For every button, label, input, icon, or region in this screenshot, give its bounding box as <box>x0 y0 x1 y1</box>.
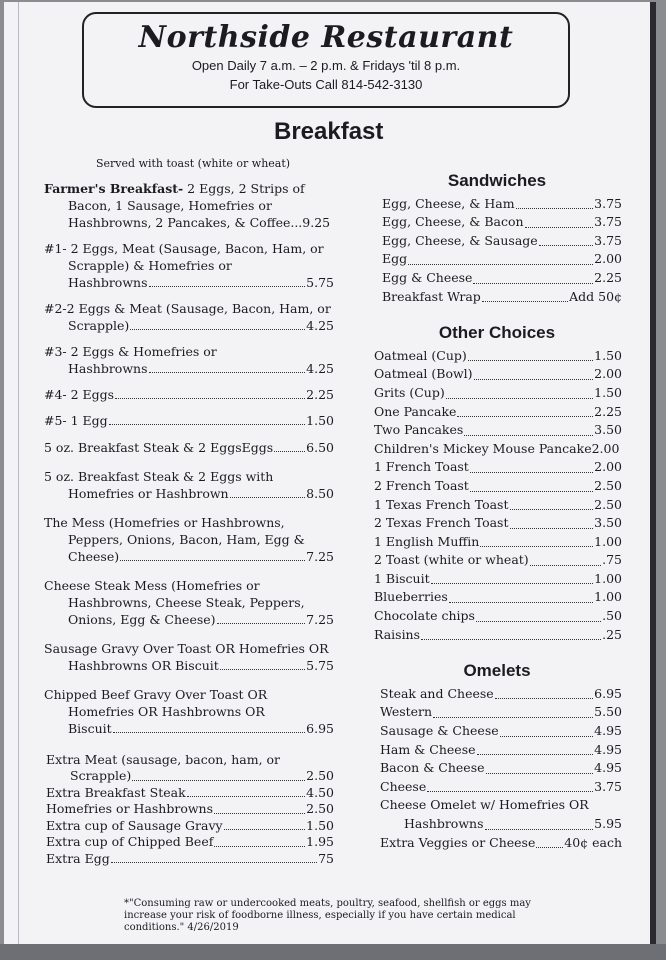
extras-row <box>46 851 334 868</box>
other-choices-list <box>372 347 622 645</box>
extra-price: 1.95 <box>306 834 334 849</box>
leader-dots <box>408 264 593 265</box>
other-row <box>374 607 622 626</box>
item-label: Steak and Cheese <box>380 685 494 701</box>
item-label: Hashbrowns <box>68 275 148 290</box>
item-price: 1.00 <box>594 570 622 586</box>
extra-label: Extra Breakfast Steak <box>46 784 186 800</box>
sandwich-row <box>382 269 622 288</box>
leader-dots <box>421 639 601 640</box>
leader-dots <box>115 398 305 399</box>
extra-price: 75 <box>318 850 334 866</box>
other-row <box>374 514 622 533</box>
leader-dots <box>485 829 594 830</box>
leader-dots <box>120 560 305 561</box>
leader-dots <box>149 372 306 373</box>
food-safety-disclaimer: *"Consuming raw or undercooked meats, poultry, seafood, shellfish or eggs may increase your risk of foodborne illness, especially if you have certain medical conditions." 4/26/2019 <box>124 898 531 933</box>
extras-row <box>46 768 334 785</box>
leader-dots <box>217 623 306 624</box>
item-price: 6.95 <box>306 721 334 736</box>
item-price: 2.50 <box>594 477 622 493</box>
omelet-combo-line1: Cheese Omelet w/ Homefries OR <box>380 797 589 813</box>
leader-dots <box>431 583 594 584</box>
extra-label: Extra Egg <box>46 850 110 866</box>
leader-dots <box>477 754 594 755</box>
item-label: Cheese <box>380 778 427 794</box>
extra-label: Extra cup of Chipped Beef <box>46 834 214 849</box>
item-price: 2.00 <box>594 366 622 382</box>
item-price: 3.75 <box>594 232 622 248</box>
leader-dots <box>510 509 594 510</box>
extras-first-line: Extra Meat (sausage, bacon, ham, or <box>46 752 281 767</box>
item-price: 4.95 <box>594 760 622 776</box>
item-price: 1.50 <box>594 384 622 400</box>
extra-label: Extra cup of Sausage Gravy <box>46 817 223 833</box>
menu-page <box>4 2 656 952</box>
sandwich-row <box>382 195 622 214</box>
leader-dots <box>500 736 594 737</box>
other-row <box>374 458 622 477</box>
item-price: 4.25 <box>306 318 334 333</box>
omelet-row <box>380 703 622 722</box>
other-row <box>374 347 622 366</box>
leader-dots <box>214 846 305 847</box>
leader-dots <box>464 435 593 436</box>
item-price: 1.00 <box>594 589 622 605</box>
farmers-line2: Bacon, 1 Sausage, Homefries or <box>68 198 272 213</box>
leader-dots <box>224 829 306 830</box>
item-line: Homefries OR Hashbrowns OR <box>68 704 265 719</box>
item-price: 6.50 <box>306 440 334 455</box>
item-price: 2.00 <box>594 251 622 267</box>
breakfast-item-steak <box>44 439 334 456</box>
item-label: Oatmeal (Bowl) <box>374 366 473 382</box>
item-price-line <box>44 360 334 377</box>
leader-dots <box>130 329 305 330</box>
item-price: 2.00 <box>594 459 622 475</box>
breakfast-title: Breakfast <box>274 118 384 145</box>
item-label: Egg <box>382 251 408 267</box>
item-price-line <box>44 439 334 456</box>
other-row <box>374 496 622 515</box>
item-label: 5 oz. Breakfast Steak & 2 EggsEggs <box>44 440 274 455</box>
breakfast-item-5 <box>44 412 334 429</box>
sandwich-row <box>382 250 622 269</box>
leader-dots <box>220 669 305 670</box>
item-label: Children's Mickey Mouse Pancake <box>374 440 592 456</box>
item-line: Peppers, Onions, Bacon, Ham, Egg & <box>68 532 305 547</box>
leader-dots <box>536 847 563 848</box>
breakfast-item-chipped-beef <box>44 686 334 737</box>
leader-dots <box>482 301 568 302</box>
omelet-combo-row <box>380 815 622 834</box>
item-line: #2-2 Eggs & Meat (Sausage, Bacon, Ham, or <box>44 301 331 316</box>
item-price-line <box>44 412 334 429</box>
leader-dots <box>132 780 305 781</box>
item-label: Extra Veggies or Cheese <box>380 834 536 850</box>
leader-dots <box>510 528 594 529</box>
leader-dots <box>274 451 305 452</box>
item-price-line <box>44 317 334 334</box>
item-price: 5.75 <box>306 658 334 673</box>
other-row <box>374 365 622 384</box>
item-label: Scrapple) <box>68 318 130 333</box>
item-price-line <box>44 720 334 737</box>
leader-dots <box>495 698 593 699</box>
leader-dots <box>470 472 593 473</box>
item-price: 6.95 <box>594 685 622 701</box>
leader-dots <box>468 360 593 361</box>
breakfast-item-1 <box>44 240 334 291</box>
omelet-row <box>380 759 622 778</box>
header-box <box>82 12 570 108</box>
extra-price: 2.50 <box>306 768 334 783</box>
item-price: 4.25 <box>306 361 334 376</box>
item-line: Cheese Steak Mess (Homefries or <box>44 578 260 593</box>
farmers-line1: 2 Eggs, 2 Strips of <box>183 181 305 196</box>
leader-dots <box>539 245 593 246</box>
leader-dots <box>457 416 593 417</box>
item-label: Hashbrowns OR Biscuit <box>68 658 219 673</box>
item-label: Two Pancakes <box>374 422 464 438</box>
item-line: Sausage Gravy Over Toast OR Homefries OR <box>44 641 329 656</box>
item-label: One Pancake <box>374 403 457 419</box>
item-label: Blueberries <box>374 589 448 605</box>
leader-dots <box>449 602 593 603</box>
extra-label: Homefries or Hashbrowns <box>46 801 214 816</box>
leader-dots <box>109 424 305 425</box>
served-note: Served with toast (white or wheat) <box>96 157 291 170</box>
extras-row <box>46 818 334 835</box>
item-label: 1 Texas French Toast <box>374 496 509 512</box>
farmers-line3: Hashbrowns, 2 Pancakes, & Coffee...9.25 <box>68 215 331 230</box>
item-label: Sausage & Cheese <box>380 723 499 739</box>
right-column <box>372 172 622 852</box>
sandwich-row <box>382 288 622 307</box>
leader-dots <box>516 208 594 209</box>
item-label: 2 Texas French Toast <box>374 515 509 531</box>
item-price: 3.75 <box>594 195 622 211</box>
item-price: 5.95 <box>594 816 622 831</box>
leader-dots <box>187 796 305 797</box>
item-label: #4- 2 Eggs <box>44 387 115 402</box>
extras-row <box>46 834 334 851</box>
item-price: 4.95 <box>594 741 622 757</box>
other-row <box>374 533 622 552</box>
item-price: 7.25 <box>306 549 334 564</box>
item-line: #1- 2 Eggs, Meat (Sausage, Bacon, Ham, or <box>44 241 324 256</box>
item-label: 2 French Toast <box>374 477 469 493</box>
item-label: 1 English Muffin <box>374 533 480 549</box>
item-label: Biscuit <box>68 721 112 736</box>
item-price-line <box>44 611 334 628</box>
other-row <box>374 440 622 459</box>
item-label: Egg, Cheese, & Bacon <box>382 214 524 230</box>
item-label: Ham & Cheese <box>380 741 476 757</box>
item-line: The Mess (Homefries or Hashbrowns, <box>44 515 285 530</box>
farmers-label: Farmer's Breakfast- <box>44 181 184 196</box>
item-price: 40¢ each <box>564 834 622 850</box>
extras-list <box>44 751 334 867</box>
sandwiches-list <box>372 195 622 307</box>
restaurant-name: Northside Restaurant <box>138 20 514 55</box>
item-line: Hashbrowns, Cheese Steak, Peppers, <box>68 595 305 610</box>
item-label: Grits (Cup) <box>374 384 445 400</box>
item-price: 5.75 <box>306 275 334 290</box>
leader-dots <box>470 491 593 492</box>
hours-text: Open Daily 7 a.m. – 2 p.m. & Fridays 'til 8 p.m. <box>191 58 461 73</box>
leader-dots <box>446 398 593 399</box>
item-price: 3.50 <box>594 515 622 531</box>
other-row <box>374 421 622 440</box>
leader-dots <box>230 497 306 498</box>
breakfast-item-cheese-steak-mess <box>44 577 334 628</box>
item-price: .75 <box>602 552 622 568</box>
item-price-line <box>44 386 334 403</box>
item-label: Bacon & Cheese <box>380 760 485 776</box>
item-price: 2.25 <box>306 387 334 402</box>
item-label: Chocolate chips <box>374 608 475 624</box>
item-price: .25 <box>602 626 622 642</box>
sandwich-row <box>382 232 622 251</box>
extra-price: 4.50 <box>306 784 334 800</box>
leader-dots <box>427 791 593 792</box>
leader-dots <box>530 565 601 566</box>
item-price: 3.75 <box>594 214 622 230</box>
breakfast-item-mess <box>44 514 334 565</box>
leader-dots <box>486 773 594 774</box>
leader-dots <box>149 286 306 287</box>
omelet-row <box>380 722 622 741</box>
item-label: Cheese) <box>68 549 120 564</box>
other-row <box>374 588 622 607</box>
item-price-line <box>44 274 334 291</box>
leader-dots <box>433 717 593 718</box>
extra-price: 1.50 <box>306 817 334 833</box>
item-price: 1.50 <box>594 347 622 363</box>
sandwich-row <box>382 213 622 232</box>
breakfast-item-sausage-gravy <box>44 640 334 674</box>
item-price: 3.75 <box>594 778 622 794</box>
item-price: 8.50 <box>306 486 334 501</box>
item-line: Chipped Beef Gravy Over Toast OR <box>44 687 268 702</box>
item-price: 2.50 <box>594 496 622 512</box>
item-label: Western <box>380 704 433 720</box>
item-line: #3- 2 Eggs & Homefries or <box>44 344 217 359</box>
omelets-title: Omelets <box>463 661 531 681</box>
item-price-line <box>44 548 334 565</box>
item-price: 2.25 <box>594 269 622 285</box>
extras-row <box>46 801 334 818</box>
other-row <box>374 551 622 570</box>
takeout-phone: For Take-Outs Call 814-542-3130 <box>229 77 423 92</box>
item-price: .50 <box>602 608 622 624</box>
breakfast-item-2 <box>44 300 334 334</box>
item-line: 5 oz. Breakfast Steak & 2 Eggs with <box>44 469 274 484</box>
item-price: 2.00 <box>591 440 620 456</box>
item-label: Breakfast Wrap <box>382 288 481 304</box>
item-label: Hashbrowns <box>404 816 484 831</box>
other-row <box>374 403 622 422</box>
item-label: Hashbrowns <box>68 361 148 376</box>
leader-dots <box>476 621 601 622</box>
leader-dots <box>214 813 305 814</box>
item-price: 3.50 <box>594 422 622 438</box>
omelet-row <box>380 685 622 704</box>
item-label: Egg, Cheese, & Sausage <box>382 232 538 248</box>
item-label: Egg, Cheese, & Ham <box>382 195 515 211</box>
other-choices-title: Other Choices <box>438 323 556 343</box>
extra-price: 2.50 <box>306 801 334 816</box>
omelet-extra-row <box>380 834 622 853</box>
item-price: 1.00 <box>594 533 622 549</box>
breakfast-item-3 <box>44 343 334 377</box>
page-margin-line <box>18 2 19 952</box>
leader-dots <box>525 227 594 228</box>
item-label: Egg & Cheese <box>382 269 473 285</box>
item-label: Onions, Egg & Cheese) <box>68 612 216 627</box>
breakfast-column <box>44 180 334 867</box>
omelet-row <box>380 778 622 797</box>
table-surface <box>0 944 666 960</box>
item-label: #5- 1 Egg <box>44 413 108 428</box>
omelet-row <box>380 741 622 760</box>
item-label: 1 Biscuit <box>374 570 430 586</box>
other-row <box>374 384 622 403</box>
item-label: 1 French Toast <box>374 459 469 475</box>
item-line: Scrapple) & Homefries or <box>68 258 232 273</box>
breakfast-item-steak-homefries <box>44 468 334 502</box>
other-row <box>374 626 622 645</box>
item-price: 5.50 <box>594 704 622 720</box>
farmers-breakfast-item <box>44 180 334 231</box>
leader-dots <box>480 546 593 547</box>
item-price: 4.95 <box>594 723 622 739</box>
extra-label: Scrapple) <box>70 768 132 783</box>
item-label: Raisins <box>374 626 421 642</box>
item-label: Homefries or Hashbrown <box>68 486 229 501</box>
leader-dots <box>111 862 317 863</box>
sandwiches-title: Sandwiches <box>447 171 547 190</box>
item-label: 2 Toast (white or wheat) <box>374 552 529 568</box>
item-label: Oatmeal (Cup) <box>374 347 467 363</box>
other-row <box>374 477 622 496</box>
leader-dots <box>113 732 305 733</box>
item-price: 1.50 <box>306 413 334 428</box>
breakfast-item-4 <box>44 386 334 403</box>
other-row <box>374 570 622 589</box>
leader-dots <box>473 283 593 284</box>
item-price: Add 50¢ <box>569 288 622 304</box>
item-price: 2.25 <box>594 403 622 419</box>
item-price-line <box>44 657 334 674</box>
leader-dots <box>474 379 594 380</box>
omelets-list <box>372 685 622 852</box>
extras-row <box>46 785 334 802</box>
item-price: 7.25 <box>306 612 334 627</box>
item-price-line <box>44 485 334 502</box>
